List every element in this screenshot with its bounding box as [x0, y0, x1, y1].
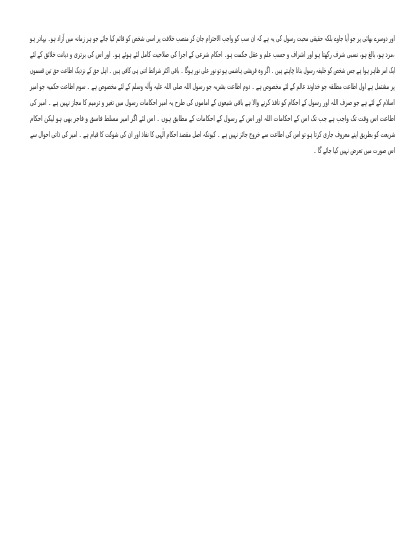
text-line-content: اور دوسرے بھائی پر جو آیا جاوے بلکہ حقیقی محبت رسول کی یہ ہے کہ ان سب کو واجب الاحترام جان کر منصب خلافت پر اسی شخص کو قائم کیا جائے جو ہر زمانہ میں آزاد ہو۔ بہادر ہو [30, 34, 395, 43]
text-line-content: ایک امر ظاہر ہوا ہے جس شخص کو خلیفہ رسول بنانا چاہتے ہیں ۔ اگر وہ قریشی ہاشمی ہو تو نور علی نور ہوگا ۔ باقی اکثر شرائط اتنی ہی کافی ہیں ۔ اہل حق کے نزدیک اطاعت حق تین قسموں [29, 66, 395, 75]
text-line [30, 30, 395, 44]
text-line [30, 94, 395, 108]
text-line-content: پر مشتمل ہے اول اطاعت مطلقہ جو خداوند عالم کے لئے مخصوص ہے ۔ دوم اطاعت بشریہ جو رسول اللہ صلی اللہ علیہ وآلہ وسلم کے لئے مخصوص ہے ۔ سوم اطاعت حکمیہ جو امیر [30, 82, 395, 91]
text-line-content: اسلام کے لئے ہے جو صرف اللہ اور رسول کے احکام کو نافذ کرنے والا ہے باقی شیعوں کے اماموں کی طرح یہ امیر احکامات رسول میں تغیر و ترمیم کا مجاز نہیں ہے ۔ امیر کی [30, 98, 395, 107]
text-line-last [30, 142, 395, 156]
text-line [30, 46, 395, 60]
text-line [30, 126, 395, 140]
text-line [30, 78, 395, 92]
text-line-content: ،مرد ہو، بالغ ہو، نسبی شرف رکھتا ہو اور اشراف و حسب علم و عقل حکمت ہو۔ احکام شرعی کے اجرا کی صلاحیت کامل لئے ہوئے ہو۔ اور اس کی برتری و دیانت خلائق کے لئے [30, 50, 395, 59]
text-line-content: شریعت کو بطریق اپنے معروف جاری کرتا ہو تو اس کی اطاعت سے خروج جائز نہیں ہے ۔ کیونکہ اصل مقصد احکام الٰہی کا نفاذ اور ان کی شوکت کا قیام ہے ۔ امیر کی ذاتی احوال سے [29, 130, 395, 139]
text-line-content: اس صورت میں تعرض نہیں کیا جائے گا ۔ [313, 146, 395, 155]
text-line [30, 62, 395, 76]
text-line [30, 110, 395, 124]
text-line-content: اطاعت اس وقت تک واجب ہے جب تک اس کے احکامات اللہ اور اس کے رسول کے احکامات کے مطابق ہوں ۔ اس لئے اگر امیر مسلط فاسق و فاجر بھی ہو لیکن احکام [29, 114, 395, 123]
